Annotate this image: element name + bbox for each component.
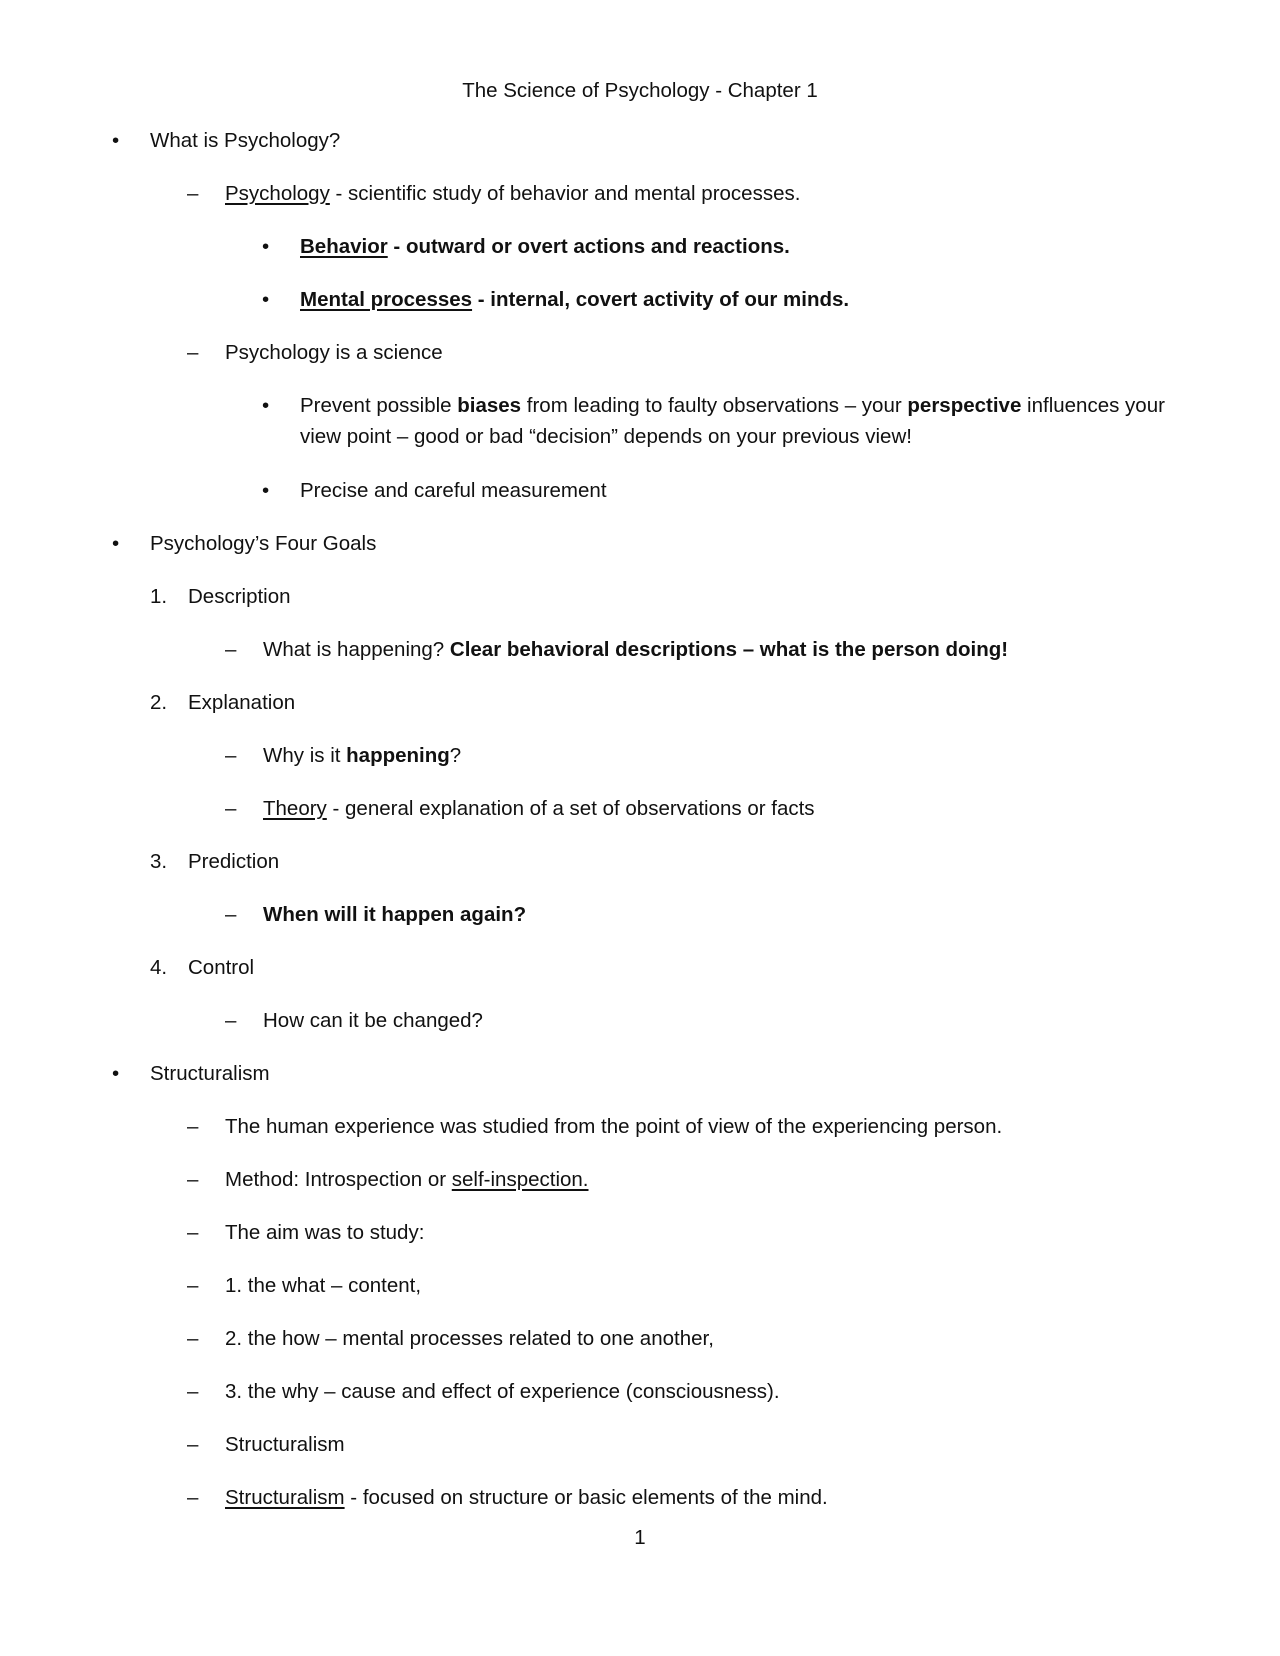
- number-marker: 1.: [150, 585, 168, 608]
- section-heading-what-is-psychology: What is Psychology?: [150, 129, 341, 152]
- definition-psychology: Psychology - scientific study of behavior and mental processes.: [225, 182, 801, 205]
- section-heading-structuralism: Structuralism: [150, 1062, 270, 1085]
- dash-marker: –: [187, 1380, 199, 1403]
- structuralism-human-experience: The human experience was studied from the point of view of the experiencing person.: [225, 1115, 1003, 1138]
- term-self-inspection: self-inspection.: [451, 1168, 589, 1191]
- dash-marker: –: [187, 1433, 199, 1456]
- term-structuralism: Structuralism: [225, 1486, 345, 1509]
- biases-paragraph: Prevent possible biases from leading to faulty observations – your perspective influences your view point – good or bad “decision” depends on your previous view!: [300, 394, 1165, 448]
- goal-explanation-why: Why is it happening?: [263, 744, 462, 767]
- structuralism-aim-what: 1. the what – content,: [225, 1274, 422, 1297]
- bullet-marker: •: [262, 235, 270, 258]
- structuralism-label: Structuralism: [225, 1433, 345, 1456]
- bullet-marker: •: [112, 532, 120, 555]
- precise-measurement: Precise and careful measurement: [300, 479, 607, 502]
- goal-control: Control: [188, 956, 255, 979]
- goal-description-detail: What is happening? Clear behavioral descriptions – what is the person doing!: [263, 638, 1009, 661]
- goal-control-detail: How can it be changed?: [263, 1009, 483, 1032]
- dash-marker: –: [187, 1221, 199, 1244]
- dash-marker: –: [225, 1009, 237, 1032]
- dash-marker: –: [225, 638, 237, 661]
- dash-marker: –: [187, 1168, 199, 1191]
- dash-marker: –: [187, 341, 199, 364]
- term-theory: Theory: [263, 797, 327, 820]
- dash-marker: –: [225, 744, 237, 767]
- bullet-marker: •: [112, 129, 120, 152]
- definition-theory: Theory - general explanation of a set of observations or facts: [263, 797, 815, 820]
- number-marker: 3.: [150, 850, 168, 873]
- definition-mental-processes: Mental processes - internal, covert activity of our minds.: [300, 288, 850, 311]
- dash-marker: –: [187, 1115, 199, 1138]
- number-marker: 2.: [150, 691, 168, 714]
- term-mental-processes: Mental processes: [300, 288, 473, 311]
- bullet-marker: •: [112, 1062, 120, 1085]
- psychology-is-science: Psychology is a science: [225, 341, 443, 364]
- term-psychology: Psychology: [225, 182, 330, 205]
- goal-description: Description: [188, 585, 291, 608]
- bullet-marker: •: [262, 394, 270, 417]
- goal-prediction-detail: When will it happen again?: [263, 903, 527, 926]
- goal-prediction: Prediction: [188, 850, 280, 873]
- page-number: 1: [634, 1526, 646, 1549]
- structuralism-method: Method: Introspection or self-inspection.: [225, 1168, 589, 1191]
- dash-marker: –: [225, 797, 237, 820]
- dash-marker: –: [187, 1486, 199, 1509]
- dash-marker: –: [187, 1327, 199, 1350]
- structuralism-aim-how: 2. the how – mental processes related to one another,: [225, 1327, 714, 1350]
- dash-marker: –: [187, 1274, 199, 1297]
- bullet-marker: •: [262, 479, 270, 502]
- definition-structuralism: Structuralism - focused on structure or basic elements of the mind.: [225, 1486, 828, 1509]
- goal-explanation: Explanation: [188, 691, 296, 714]
- structuralism-aim-why: 3. the why – cause and effect of experience (consciousness).: [225, 1380, 780, 1403]
- term-behavior: Behavior: [300, 235, 388, 258]
- structuralism-aim: The aim was to study:: [225, 1221, 425, 1244]
- dash-marker: –: [225, 903, 237, 926]
- number-marker: 4.: [150, 956, 168, 979]
- section-heading-four-goals: Psychology’s Four Goals: [150, 532, 377, 555]
- definition-behavior: Behavior - outward or overt actions and reactions.: [300, 235, 790, 258]
- bullet-marker: •: [262, 288, 270, 311]
- document-title: The Science of Psychology - Chapter 1: [462, 79, 818, 102]
- dash-marker: –: [187, 182, 199, 205]
